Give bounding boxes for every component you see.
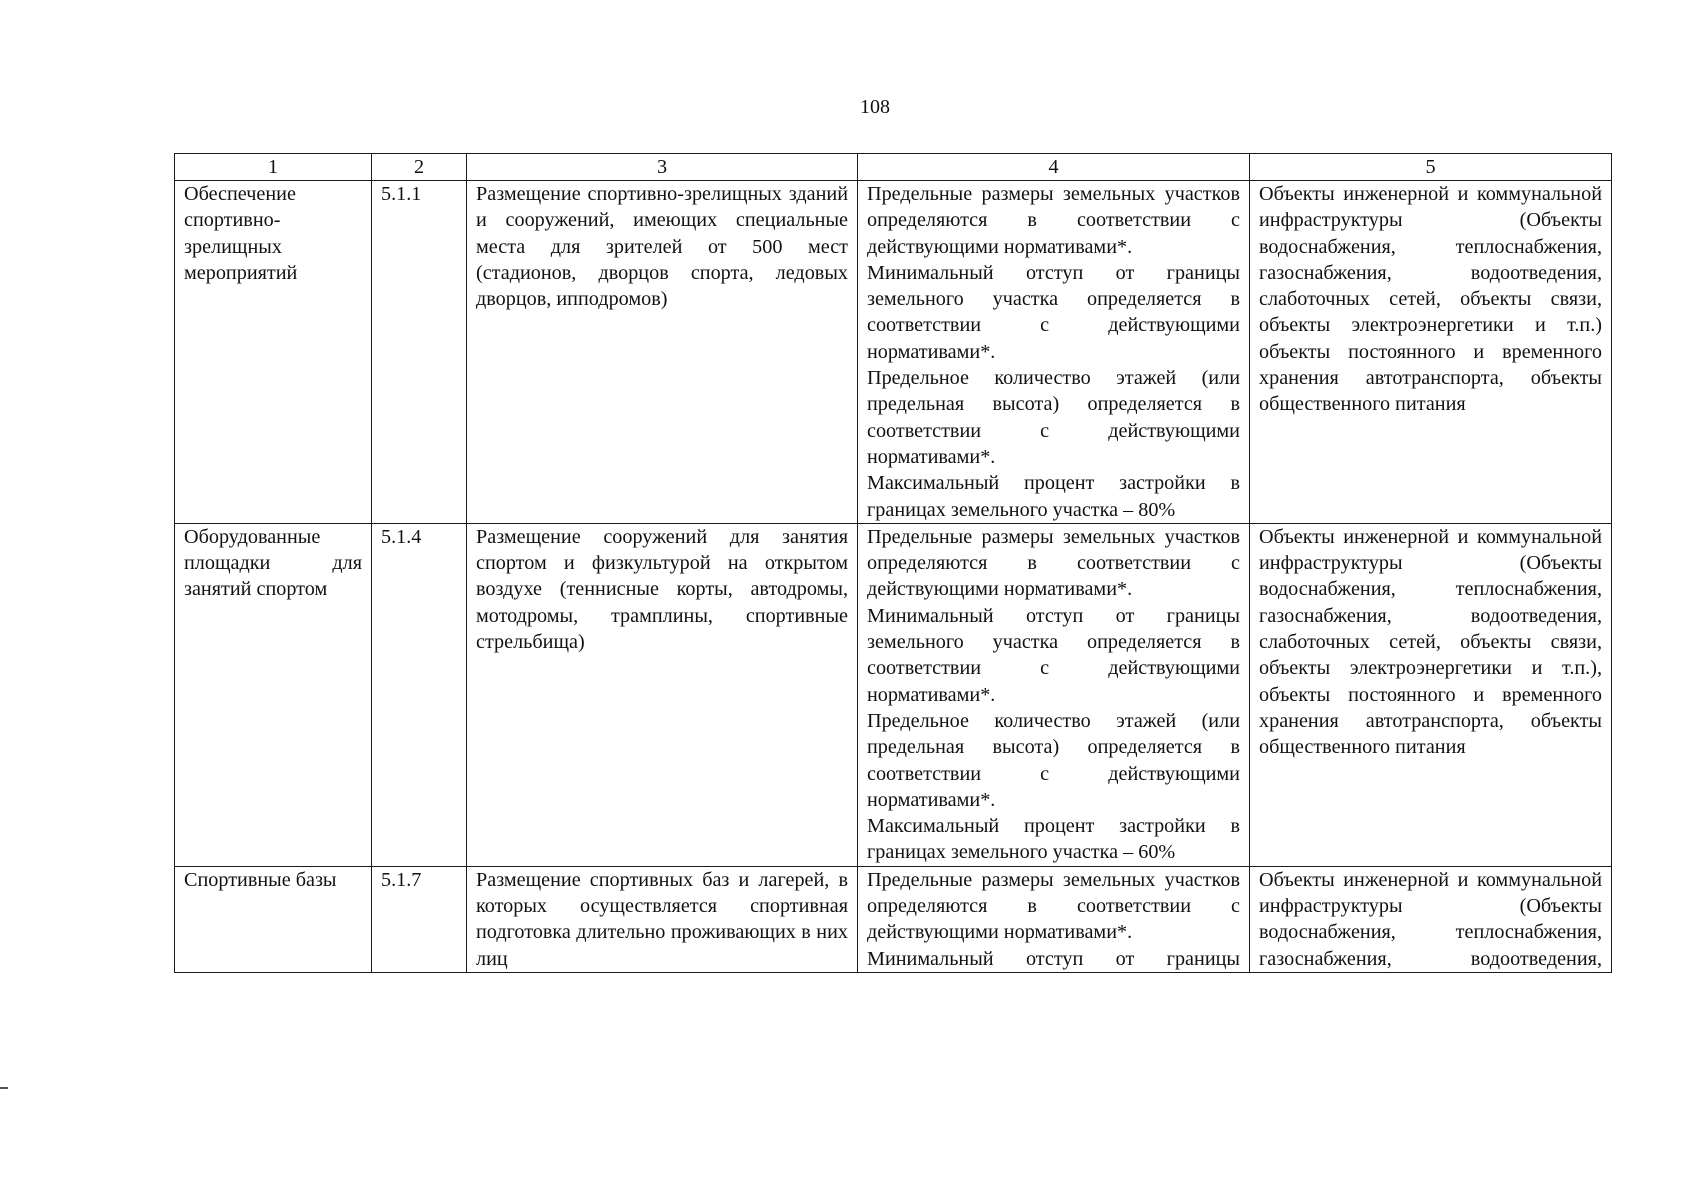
use-code-cell	[372, 181, 467, 524]
land-use-table	[174, 153, 1612, 973]
parameters-cell	[858, 181, 1250, 524]
scan-edge-mark	[0, 1087, 8, 1089]
auxiliary-uses: Объекты инженерной и коммунальной инфраструктуры (Объекты водоснабжения, теплоснабжения, газоснабжения, водоотведения, слаботочных сетей, объекты связи, объекты электроэнергетики и т.п.) объекты постоянного и временного хранения автотранспорта, объекты общественного питания	[1259, 183, 1602, 416]
parameter-text: Предельное количество этажей (или предельная высота) определяется в соответствии с действующими нормативами*.	[867, 709, 1240, 811]
auxiliary-uses: Объекты инженерной и коммунальной инфраструктуры (Объекты водоснабжения, теплоснабжения, газоснабжения, водоотведения,	[1259, 868, 1602, 970]
use-description: Размещение спортивных баз и лагерей, в которых осуществляется спортивная подготовка длительно проживающих в них лиц	[476, 868, 848, 970]
col-header-1: 1	[175, 154, 372, 181]
parameter-text: Предельные размеры земельных участков определяются в соответствии с действующими нормативами*.	[867, 525, 1240, 601]
auxiliary-uses-cell	[1250, 181, 1612, 524]
use-description-cell	[467, 523, 858, 866]
table-row	[175, 866, 1612, 972]
use-description: Размещение сооружений для занятия спортом и физкультурой на открытом воздухе (теннисные корты, автодромы, мотодромы, трамплины, спортивные стрельбища)	[476, 525, 848, 654]
col-header-2: 2	[372, 154, 467, 181]
col-header-4: 4	[858, 154, 1250, 181]
header-row	[175, 154, 1612, 181]
table-row	[175, 523, 1612, 866]
parameter-text: Минимальный отступ от границы земельного участка определяется в соответствии с действующими нормативами*.	[867, 261, 1240, 363]
use-description: Размещение спортивно-зрелищных зданий и сооружений, имеющих специальные места для зрителей от 500 мест (стадионов, дворцов спорта, ледовых дворцов, ипподромов)	[476, 183, 848, 311]
use-code: 5.1.1	[381, 183, 422, 205]
auxiliary-uses-cell	[1250, 866, 1612, 972]
parameters-cell	[858, 523, 1250, 866]
parameters-cell	[858, 866, 1250, 972]
parameter-text: Предельные размеры земельных участков определяются в соответствии с действующими нормативами*.	[867, 183, 1240, 258]
use-name: Оборудованные площадки для занятий спортом	[184, 525, 362, 601]
use-code-cell	[372, 523, 467, 866]
parameter-text: Предельные размеры земельных участков определяются в соответствии с действующими нормативами*.	[867, 868, 1240, 944]
use-name: Обеспечение спортивно-зрелищных мероприятий	[184, 183, 298, 284]
use-description-cell	[467, 181, 858, 524]
use-name-cell	[175, 523, 372, 866]
use-code: 5.1.7	[381, 868, 422, 891]
parameter-text: Предельное количество этажей (или предельная высота) определяется в соответствии с действующими нормативами*.	[867, 367, 1240, 468]
use-name-cell	[175, 181, 372, 524]
parameter-text: Минимальный отступ от границы	[867, 947, 1240, 970]
use-name-cell	[175, 866, 372, 972]
parameter-text: Минимальный отступ от границы земельного участка определяется в соответствии с действующими нормативами*.	[867, 604, 1240, 706]
parameter-text: Максимальный процент застройки в границах земельного участка – 80%	[867, 472, 1240, 521]
use-description-cell	[467, 866, 858, 972]
col-header-3: 3	[467, 154, 858, 181]
use-code-cell	[372, 866, 467, 972]
auxiliary-uses-cell	[1250, 523, 1612, 866]
auxiliary-uses: Объекты инженерной и коммунальной инфраструктуры (Объекты водоснабжения, теплоснабжения, газоснабжения, водоотведения, слаботочных сетей, объекты связи, объекты электроэнергетики и т.п.), объекты постоянного и временного хранения автотранспорта, объекты общественного питания	[1259, 525, 1602, 759]
col-header-5: 5	[1250, 154, 1612, 181]
table-row	[175, 181, 1612, 524]
parameter-text: Максимальный процент застройки в границах земельного участка – 60%	[867, 815, 1240, 864]
use-name: Спортивные базы	[184, 868, 337, 891]
use-code: 5.1.4	[381, 525, 422, 548]
page-number: 108	[860, 96, 890, 118]
